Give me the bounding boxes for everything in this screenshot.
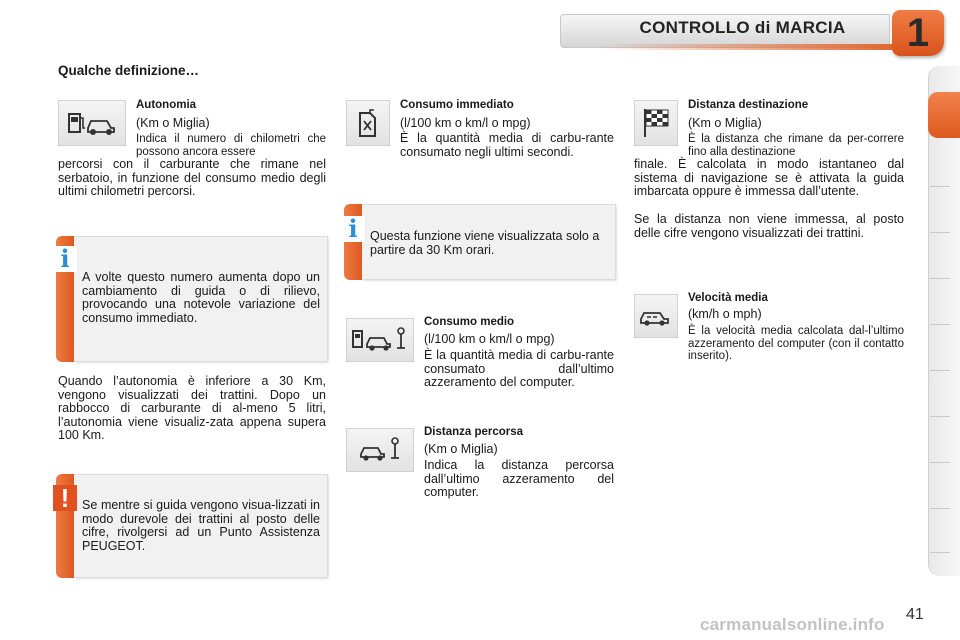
distanza-destinazione-note: Se la distanza non viene immessa, al posto delle cifre vengono visualizzati dei trattini. (634, 212, 904, 240)
autonomia-description-start: Indica il numero di chilometri che possono ancora essere (136, 133, 326, 158)
velocita-media-description: È la velocità media calcolata dal-l’ultimo azzeramento del computer (con il contatto inserito). (688, 325, 904, 362)
velocita-media-unit: (km/h o mph) (688, 307, 762, 321)
tab-divider (930, 552, 950, 553)
tab-divider (930, 508, 950, 509)
warning-note-text: Se mentre si guida vengono visua-lizzati in modo durevole dei trattini al posto delle cifre, rivolgersi ad un Punto Assistenza PEUGEOT. (82, 498, 320, 553)
consumo-immediato-unit: (l/100 km o km/l o mpg) (400, 116, 531, 130)
tab-divider (930, 278, 950, 279)
car-speed-icon (634, 294, 678, 338)
chapter-number: 1 (906, 11, 930, 55)
chapter-tab-strip (928, 66, 960, 576)
info-note-text: Questa funzione viene visualizzata solo a partire da 30 Km orari. (370, 229, 600, 257)
info-icon: i (53, 246, 77, 272)
distanza-percorsa-description: Indica la distanza percorsa dall’ultimo azzeramento del computer. (424, 458, 614, 499)
distanza-destinazione-unit: (Km o Miglia) (688, 116, 762, 130)
header-accent-swoosh (600, 44, 900, 50)
consumo-immediato-description: È la quantità media di carbu-rante consumato negli ultimi secondi. (400, 131, 614, 159)
watermark: carmanualsonline.info (700, 615, 885, 634)
tab-divider (930, 370, 950, 371)
distanza-percorsa-unit: (Km o Miglia) (424, 442, 498, 456)
autonomia-description-rest: percorsi con il carburante che rimane nel serbatoio, in funzione del consumo medio degli ultimi chilometri percorsi. (58, 157, 326, 198)
tab-divider (930, 462, 950, 463)
info-icon: i (341, 216, 365, 242)
consumo-immediato-title: Consumo immediato (400, 99, 514, 111)
autonomia-title: Autonomia (136, 99, 197, 111)
tab-divider (930, 324, 950, 325)
velocita-media-title: Velocità media (688, 292, 768, 304)
page-header-title: CONTROLLO di MARCIA (639, 18, 846, 37)
info-note-text: A volte questo numero aumenta dopo un cambiamento di guida o di rilievo, provocando una notevole variazione del consumo immediato. (82, 270, 320, 325)
fuel-pump-car-icon (58, 100, 126, 146)
autonomia-unit: (Km o Miglia) (136, 116, 210, 130)
autonomia-low-text: Quando l’autonomia è inferiore a 30 Km, vengono visualizzati dei trattini. Dopo un rabbocco di carburante di al-meno 5 litri, l’autonomia viene visualiz-zata appena supera 100 Km. (58, 374, 326, 442)
distanza-destinazione-title: Distanza destinazione (688, 99, 809, 111)
distanza-destinazione-description-rest: finale. È calcolata in modo istantaneo dal sistema di navigazione se è attivata la guida imbarcata oppure è immessa dall’utente. (634, 157, 904, 198)
distanza-percorsa-title: Distanza percorsa (424, 426, 524, 438)
checkered-flag-icon (634, 100, 678, 146)
fuel-pump-car-reset-icon (346, 318, 414, 362)
distanza-destinazione-description-start: È la distanza che rimane da per-correre fino alla destinazione (688, 133, 904, 158)
car-reset-icon (346, 428, 414, 472)
tab-divider (930, 186, 950, 187)
consumo-medio-title: Consumo medio (424, 316, 515, 328)
fuel-can-icon (346, 100, 390, 146)
consumo-medio-unit: (l/100 km o km/l o mpg) (424, 332, 555, 346)
warning-icon: ! (53, 485, 77, 511)
tab-divider (930, 416, 950, 417)
consumo-medio-description: È la quantità media di carbu-rante consumato dall’ultimo azzeramento del computer. (424, 348, 614, 389)
page-number: 41 (906, 606, 924, 623)
active-chapter-tab[interactable] (928, 92, 960, 138)
section-title: Qualche definizione… (58, 63, 200, 78)
tab-divider (930, 232, 950, 233)
